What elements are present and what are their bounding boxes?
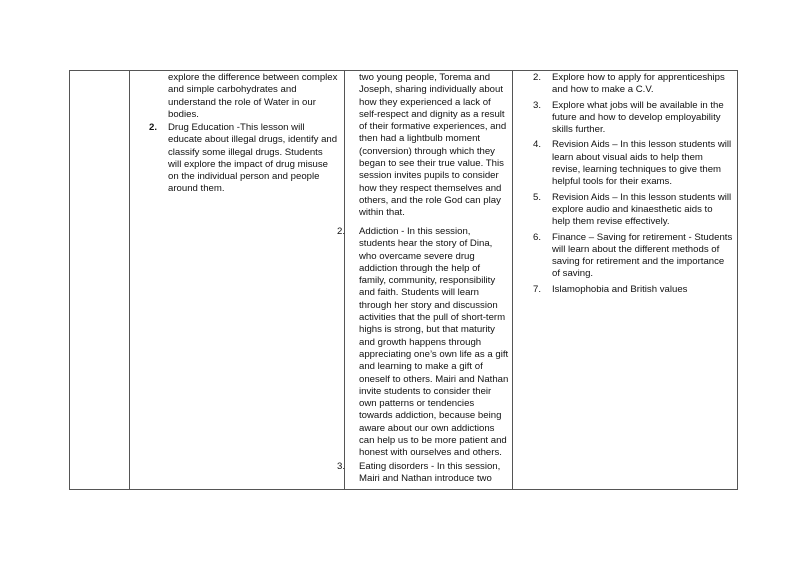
list-item-text: Addiction - In this session, students hear the story of Dina, who overcame severe drug addiction through the help of family, community, responsibility and faith. Students will learn through her story and discussion activities that the pull of short-term highs is strong, but that maturity and growth happens through appreciating one’s own life as a gift and learning to make a gift of oneself to others. Mairi and Nathan invite students to consider their own patterns or tendencies towards addiction, because being aware about our own addictions can help us to be more patient and honest with ourselves and others. — [359, 226, 509, 459]
list-number: 2. — [149, 122, 158, 133]
list-item — [149, 122, 338, 196]
list-item-text: Revision Aids – In this lesson students will learn about visual aids to help them revise, learning techniques to give them helpful tools for their exams. — [552, 139, 732, 188]
list-number: 3. — [337, 460, 346, 472]
list-item — [533, 232, 733, 281]
list-item-text: Eating disorders - In this session, Mairi and Nathan introduce two — [359, 460, 501, 484]
list-number: 5. — [533, 191, 542, 203]
list-item — [533, 139, 733, 188]
table-cell-careers-lessons — [513, 71, 738, 490]
list-number: 3. — [533, 99, 542, 111]
continued-paragraph: two young people, Torema and Joseph, sharing individually about how they experienced a lack of self-respect and dignity as a result of their formative experiences, and then had a lightbulb moment (conversion) through which they began to see their true value. This session invites pupils to consider how they respect themselves and others, and the role God can play within that. — [359, 72, 507, 219]
list-number: 2. — [337, 226, 346, 237]
list-item-text: Islamophobia and British values — [552, 283, 688, 295]
list-item-text: Drug Education -This lesson will educate about illegal drugs, identify and classify some illegal drugs. Students will explore the impact of drug misuse on the individual person and people around them. — [168, 122, 338, 195]
lesson-list — [337, 226, 509, 485]
list-item-text: Explore what jobs will be available in the future and how to develop employability skills further. — [552, 99, 724, 136]
table-cell-rse-lessons — [337, 71, 513, 490]
table-cell-empty — [70, 71, 130, 490]
list-item — [337, 461, 509, 486]
list-item — [337, 226, 509, 460]
table-cell-health-lessons — [130, 71, 345, 490]
curriculum-table — [69, 70, 738, 490]
lesson-list — [533, 72, 733, 296]
list-number: 4. — [533, 139, 542, 151]
list-item — [533, 100, 733, 137]
list-item — [533, 284, 733, 296]
list-item-text: Finance – Saving for retirement - Students will learn about the different methods of saving for retirement and the importance of saving. — [552, 231, 733, 280]
lesson-list — [149, 122, 338, 196]
table-row — [70, 71, 738, 490]
list-item-text: Explore how to apply for apprenticeships and how to make a C.V. — [552, 72, 725, 96]
list-number: 7. — [533, 283, 542, 295]
list-item — [533, 72, 733, 97]
list-item-text: Revision Aids – In this lesson students will explore audio and kinaesthetic aids to help them revise effectively. — [552, 191, 732, 228]
list-number: 2. — [533, 72, 542, 83]
list-item — [533, 192, 733, 229]
list-number: 6. — [533, 231, 542, 243]
continued-paragraph: explore the difference between complex and simple carbohydrates and understand the role of Water in our bodies. — [168, 72, 338, 120]
